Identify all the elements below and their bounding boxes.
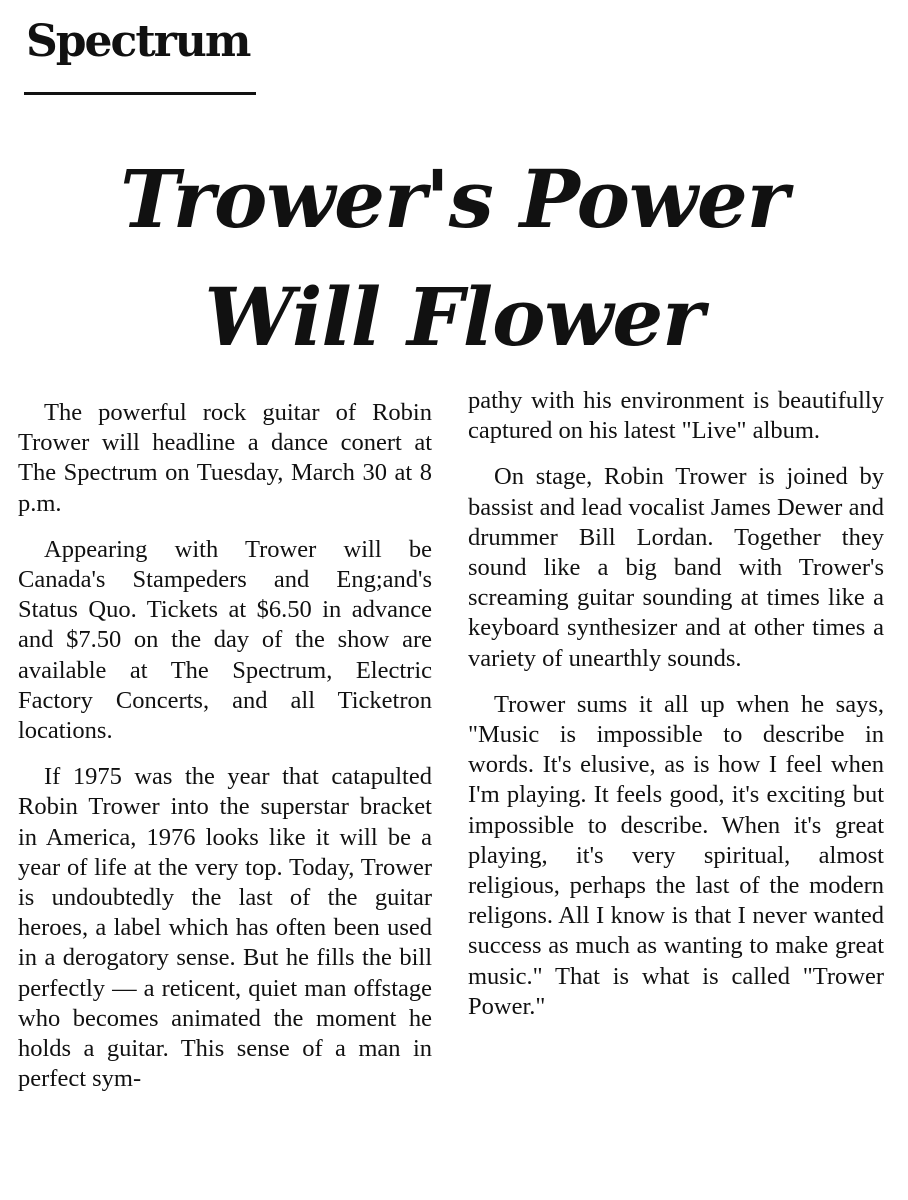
- article-paragraph: Appearing with Trower will be Canada's Stampeders and Eng;and's Status Quo. Tickets at $6.50 in advance and $7.50 on the day of the show are available at The Spectrum, Electric Factory Concerts, and all Ticketron locations.: [18, 535, 432, 745]
- article-paragraph: Trower sums it all up when he says, "Music is impossible to describe in words. It's elusive, as is how I feel when I'm playing. It feels good, it's exciting but impossible to describe. When it's great playing, it's very spiritual, almost religious, perhaps the last of the modern religons. All I know is that I never wanted success as much as wanting to make great music." That is what is called "Trower Power.": [468, 690, 884, 1020]
- article-right-column: [468, 386, 884, 1022]
- article-paragraph: The powerful rock guitar of Robin Trower will headline a dance conert at The Spectrum on Tuesday, March 30 at 8 p.m.: [18, 399, 432, 517]
- headline: [0, 140, 908, 376]
- section-rule: [24, 92, 256, 95]
- article-left-column: [18, 398, 432, 1094]
- article-paragraph: If 1975 was the year that catapulted Robin Trower into the superstar bracket in America, 1976 looks like it will be a year of life at the very top. Today, Trower is undoubtedly the last of the guitar heroes, a label which has often been used in a derogatory sense. But he fills the bill perfectly — a reticent, quiet man offstage who becomes animated the moment he holds a guitar. This sense of a man in perfect sym-: [18, 763, 432, 1093]
- section-label: Spectrum: [26, 16, 250, 67]
- headline-line-1: Trower's Power: [120, 152, 788, 246]
- article-paragraph-continued: pathy with his environment is beautifully captured on his latest "Live" album.: [468, 387, 884, 445]
- article-paragraph: On stage, Robin Trower is joined by bassist and lead vocalist James Dewer and drummer Bill Lordan. Together they sound like a big band with Trower's screaming guitar sounding at times like a keyboard synthesizer and at other times a variety of unearthly sounds.: [468, 463, 884, 672]
- headline-line-2: Will Flower: [204, 270, 704, 364]
